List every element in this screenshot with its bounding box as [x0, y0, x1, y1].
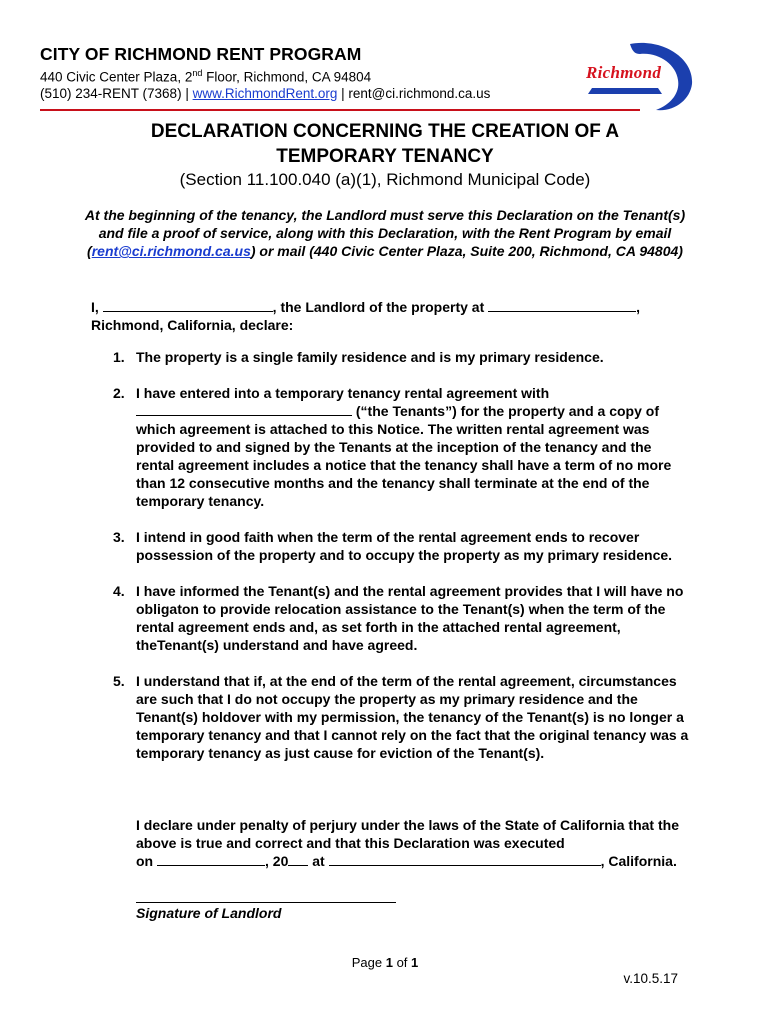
list-item: 2. I have entered into a temporary tenancy rental agreement with (“the Tenants”) for the property and a copy of which agreement is attached to this Notice. The written rental agreement was provided to and signed by the Tenants at the inception of the tenancy and the rental agreement includes a notice that the tenancy shall have a term of no more than 12 consecutive months and the tenancy shall terminate at the end of the temporary tenancy.: [113, 385, 672, 509]
email-link[interactable]: rent@ci.richmond.ca.us: [348, 86, 491, 101]
address-line: 440 Civic Center Plaza, 2nd Floor, Richmond, CA 94804: [40, 68, 372, 85]
website-link[interactable]: www.RichmondRent.org: [192, 86, 338, 101]
landlord-name-field[interactable]: [103, 301, 273, 312]
document-title-line-1: DECLARATION CONCERNING THE CREATION OF A: [150, 121, 620, 142]
contact-line: (510) 234-RENT (7368) | www.RichmondRent.org | rent@ci.richmond.ca.us: [40, 86, 491, 101]
signature-label: Signature of Landlord: [136, 905, 282, 921]
list-item: 5. I understand that if, at the end of the term of the rental agreement, circumstances are such that I do not occupy the property as my primary residence and the Tenant(s) holdover with my permission, the tenancy of the Tenant(s) is no longer a temporary tenancy and that I cannot rely on the fact that the original tenancy was a temporary tenancy as just cause for eviction of the Tenant(s).: [113, 673, 689, 761]
list-item: 4. I have informed the Tenant(s) and the rental agreement provides that I will have no obligaton to provide relocation assistance to the Tenant(s) when the term of the rental agreement ends and, as set forth in the attached rental agreement, theTenant(s) understand and have agreed.: [113, 583, 684, 653]
list-item: 3. I intend in good faith when the term of the rental agreement ends to recover possession of the property and to occupy the property as my primary residence.: [113, 529, 673, 563]
list-item: 1. The property is a single family residence and is my primary residence.: [113, 349, 604, 365]
document-subtitle: (Section 11.100.040 (a)(1), Richmond Municipal Code): [179, 170, 591, 189]
logo-wordmark: Richmond: [586, 63, 662, 82]
property-address-field[interactable]: [488, 301, 636, 312]
declaration-items: [113, 348, 693, 780]
header-rule: [40, 109, 640, 111]
perjury-statement: I declare under penalty of perjury under the laws of the State of California that the above is true and correct and that this Declaration was executed on , 20 at , California.: [136, 817, 679, 869]
org-title: CITY OF RICHMOND RENT PROGRAM: [40, 44, 362, 64]
declaration-intro: I, , the Landlord of the property at , Richmond, California, declare:: [91, 299, 641, 333]
page-number: Page 1 of 1: [351, 955, 419, 970]
phone: (510) 234-RENT (7368): [40, 86, 182, 101]
instructions-email-link[interactable]: rent@ci.richmond.ca.us: [91, 243, 251, 259]
instructions: At the beginning of the tenancy, the Landlord must serve this Declaration on the Tenant(s) and file a proof of service, along with this Declaration, with the Rent Program by email (rent@ci.richmond.ca.us) or mail (440 Civic Center Plaza, Suite 200, Richmond, CA 94804): [84, 207, 686, 259]
signature-line[interactable]: [136, 902, 396, 903]
execution-city-field[interactable]: [329, 855, 601, 866]
tenants-name-field[interactable]: [136, 405, 352, 416]
execution-year-field[interactable]: [288, 855, 308, 866]
execution-date-field[interactable]: [157, 855, 265, 866]
version-label: v.10.5.17: [623, 971, 678, 986]
document-title-line-2: TEMPORARY TENANCY: [276, 146, 494, 167]
